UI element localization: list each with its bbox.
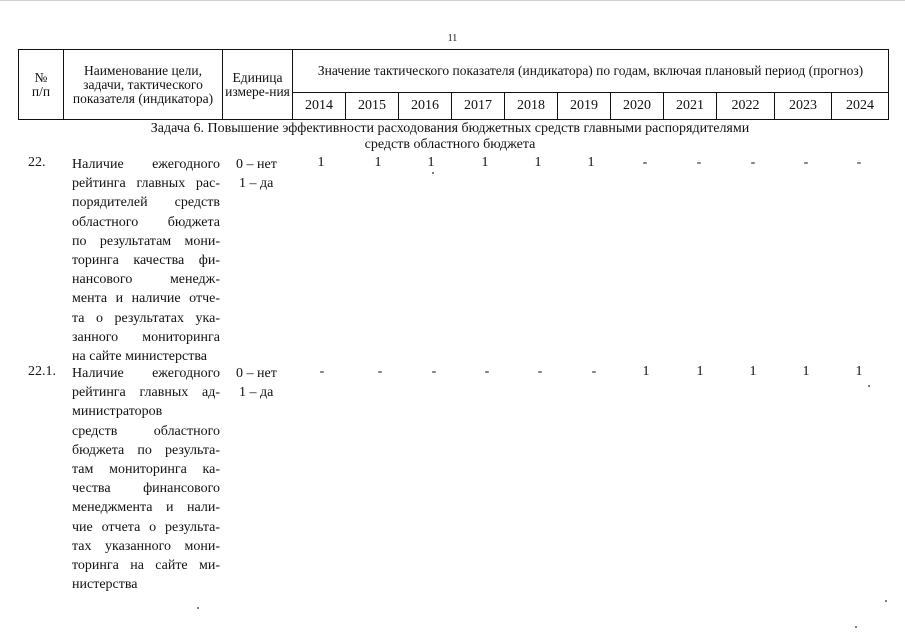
header-year: 2014 xyxy=(293,93,346,120)
indicator-name-line: рейтинга главных рас- xyxy=(72,176,220,192)
year-value: - xyxy=(856,155,862,170)
scan-speck xyxy=(432,172,434,174)
indicator-name-line: средств областного xyxy=(72,423,220,439)
indicator-name-line: тах указанного мони- xyxy=(72,538,220,554)
indicator-name-line: менеджмента и нали- xyxy=(72,500,220,516)
header-year: 2020 xyxy=(611,93,664,120)
unit-line: 1 – да xyxy=(239,385,274,400)
header-unit-column: Единица измере-ния xyxy=(223,50,293,120)
year-value: - xyxy=(750,155,756,170)
indicator-name-line: министраторов xyxy=(72,404,163,420)
year-value: - xyxy=(591,364,597,379)
year-value: 1 xyxy=(696,364,704,379)
scan-speck xyxy=(885,600,887,602)
row-number: 22.1. xyxy=(28,364,56,379)
scan-speck xyxy=(868,385,870,387)
year-value: - xyxy=(377,364,383,379)
year-value: 1 xyxy=(374,155,382,170)
year-value: 1 xyxy=(481,155,489,170)
indicator-name-line: та о результатах ука- xyxy=(72,310,220,326)
year-value: - xyxy=(803,155,809,170)
header-year: 2024 xyxy=(832,93,889,120)
header-year: 2015 xyxy=(346,93,399,120)
indicator-name-line: торинга качества фи- xyxy=(72,253,220,269)
unit-line: 1 – да xyxy=(239,176,274,191)
top-border-line xyxy=(0,0,905,1)
header-year: 2022 xyxy=(717,93,775,120)
scan-speck xyxy=(855,626,857,628)
year-value: - xyxy=(537,364,543,379)
unit-of-measure xyxy=(236,364,277,402)
task-heading xyxy=(100,121,800,153)
year-value: - xyxy=(431,364,437,379)
indicator-name xyxy=(72,364,220,594)
header-year: 2017 xyxy=(452,93,505,120)
task-heading-line: Задача 6. Повышение эффективности расходования бюджетных средств главными распорядителями xyxy=(150,121,750,136)
indicator-name-line: нансового менедж- xyxy=(72,272,220,288)
year-value: - xyxy=(642,155,648,170)
indicator-table-header xyxy=(18,49,889,120)
unit-line: 0 – нет xyxy=(236,157,277,172)
header-year: 2023 xyxy=(775,93,832,120)
indicator-name-line: мента и наличие отче- xyxy=(72,291,220,307)
task-heading-line: средств областного бюджета xyxy=(364,137,536,152)
unit-line: 0 – нет xyxy=(236,366,277,381)
year-value: - xyxy=(696,155,702,170)
header-year: 2019 xyxy=(558,93,611,120)
year-value: 1 xyxy=(642,364,650,379)
header-year: 2018 xyxy=(505,93,558,120)
year-value: 1 xyxy=(855,364,863,379)
row-number: 22. xyxy=(28,155,46,170)
indicator-name-line: нистерства xyxy=(72,577,138,593)
indicator-name-line: там мониторинга ка- xyxy=(72,462,220,478)
indicator-name-line: Наличие ежегодного xyxy=(72,157,220,172)
year-value: 1 xyxy=(317,155,325,170)
header-year: 2016 xyxy=(399,93,452,120)
year-value: 1 xyxy=(534,155,542,170)
indicator-name-line: бюджета по результа- xyxy=(72,442,220,458)
year-value: 1 xyxy=(427,155,435,170)
header-name-column: Наименование цели, задачи, тактического показателя (индикатора) xyxy=(64,50,223,120)
year-value: - xyxy=(484,364,490,379)
indicator-name-line: чества финансового xyxy=(72,481,220,497)
indicator-name-line: рейтинга главных ад- xyxy=(72,385,220,401)
header-number-column: № п/п xyxy=(19,50,64,120)
page-number: 11 xyxy=(447,33,458,44)
indicator-name-line: на сайте министерства xyxy=(72,349,207,365)
header-year: 2021 xyxy=(664,93,717,120)
indicator-name-line: по результатам мони- xyxy=(72,233,220,249)
year-value: 1 xyxy=(587,155,595,170)
indicator-name-line: областного бюджета xyxy=(72,214,220,230)
indicator-name-line: порядителей средств xyxy=(72,195,220,211)
indicator-name-line: занного мониторинга xyxy=(72,329,220,345)
indicator-name xyxy=(72,155,220,366)
scan-speck xyxy=(197,607,199,609)
unit-of-measure xyxy=(236,155,277,193)
indicator-name-line: торинга на сайте ми- xyxy=(72,558,220,574)
header-values-column: Значение тактического показателя (индикатора) по годам, включая плановый период (прогноз) xyxy=(293,50,889,93)
year-value: - xyxy=(319,364,325,379)
indicator-name-line: Наличие ежегодного xyxy=(72,366,220,381)
year-value: 1 xyxy=(749,364,757,379)
indicator-name-line: чие отчета о результа- xyxy=(72,519,220,535)
year-value: 1 xyxy=(802,364,810,379)
